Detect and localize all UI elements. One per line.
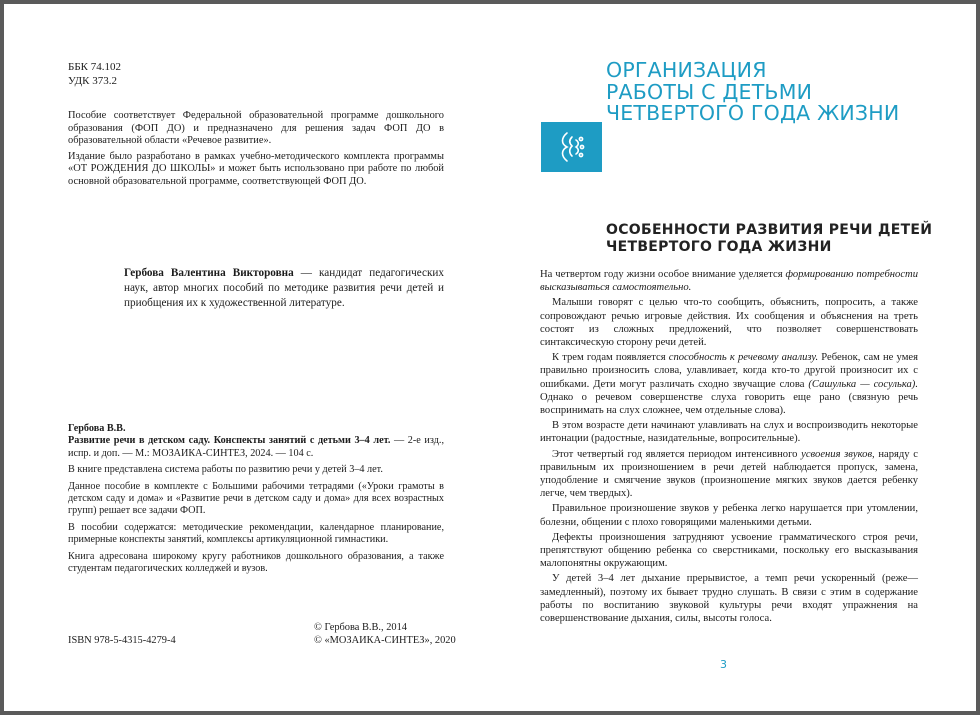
right-page	[490, 4, 976, 711]
copyright-publisher: © «МОЗАИКА-СИНТЕЗ», 2020	[314, 635, 456, 646]
paragraph-5: Этот четвертый год является периодом интенсивного усвоения звуков, наряду с правильным их произношением в речи детей наблюдается пропуск, замена, уподобление и смягчение звуков (произношение мягких звуков дается ребенку легче, чем твердых).	[540, 448, 918, 500]
biblio-author: Гербова В.В.	[68, 423, 126, 434]
speech-sound-icon	[541, 122, 602, 172]
author-annotation	[124, 266, 444, 312]
speech-sound-icon-glyph	[558, 129, 586, 165]
biblio-details: — 2-е изд., испр. и доп. — М.: МОЗАИКА-СИНТЕЗ, 2024. — 104 с.	[68, 435, 444, 459]
section-title: ОРГАНИЗАЦИЯ РАБОТЫ С ДЕТЬМИ ЧЕТВЕРТОГО ГОДА ЖИЗНИ	[606, 58, 900, 125]
book-spread	[4, 4, 976, 711]
author-bio-text: — кандидат педагогических наук, автор многих пособий по методике развития речи детей и приобщения их к художественной литературе.	[124, 267, 444, 310]
chapter-body	[540, 268, 918, 625]
copyright-author: © Гербова В.В., 2014	[314, 622, 408, 633]
page-number: 3	[720, 658, 727, 671]
udk-code: УДК 373.2	[68, 75, 118, 87]
biblio-workbooks: Данное пособие в комплекте с Большими рабочими тетрадями («Уроки грамоты в детском саду и дома» и «Развитие речи в детском саду и дома» для всех возрастных групп) решает все задачи ФОП.	[68, 480, 444, 517]
copyright-block	[314, 621, 456, 647]
compliance-block	[68, 110, 444, 189]
compliance-text: Пособие соответствует Федеральной образовательной программе дошкольного образования (ФОП ДО) и предназначено для решения задач ФОП ДО в образовательной области «Речевое развитие».	[68, 110, 444, 147]
biblio-audience: Книга адресована широкому кругу работников дошкольного образования, а также студентам педагогических колледжей и вузов.	[68, 550, 444, 575]
biblio-contents: В пособии содержатся: методические рекомендации, календарное планирование, примерные конспекты занятий, комплексы артикуляционной гимнастики.	[68, 521, 444, 546]
biblio-summary: В книге представлена система работы по развитию речи у детей 3–4 лет.	[68, 464, 383, 476]
paragraph-6: Правильное произношение звуков у ребенка легко нарушается при утомлении, болезни, общении с плохо говорящими маленькими детьми.	[540, 503, 918, 528]
usage-text: Издание было разработано в рамках учебно-методического комплекта программы «ОТ РОЖДЕНИЯ ДО ШКОЛЫ» и может быть использовано при работе по любой основной образовательной программе, соответствующей ФОП ДО.	[68, 150, 444, 187]
biblio-title: Развитие речи в детском саду. Конспекты занятий с детьми 3–4 лет.	[68, 435, 391, 447]
paragraph-4: В этом возрасте дети начинают улавливать на слух и воспроизводить некоторые интонации (радостные, назидательные, вопросительные).	[540, 420, 918, 445]
paragraph-3: К трем годам появляется способность к речевому анализу. Ребенок, сам не умея правильно произносить слова, улавливает, когда кто-то другой произносит их с ошибками. Дети могут различать сходно звучащие слова (Сашулька — сосулька). Однако о речевом совершенстве слуха говорить еще рано (связную речь воспринимать на слух сложнее, чем отдельные слова).	[540, 352, 918, 417]
left-page	[4, 4, 490, 711]
paragraph-7: Дефекты произношения затрудняют усвоение грамматического строя речи, препятствуют общению ребенка со сверстниками, поскольку его высказывания малопонятны окружающим.	[540, 531, 918, 570]
isbn: ISBN 978-5-4315-4279-4	[68, 635, 176, 646]
chapter-title: ОСОБЕННОСТИ РАЗВИТИЯ РЕЧИ ДЕТЕЙ ЧЕТВЕРТОГО ГОДА ЖИЗНИ	[606, 222, 933, 255]
bibliographic-record	[68, 423, 444, 575]
biblio-citation	[68, 435, 444, 460]
author-name: Гербова Валентина Викторовна	[124, 267, 294, 279]
paragraph-2: Малыши говорят с целью что-то сообщить, объяснить, попросить, а также сопровождают речью игровые действия. Их сообщения и объяснения на треть состоят из сложных предложений, что позволяет совершенствовать синтаксическую сторону речи детей.	[540, 297, 918, 349]
classification-codes	[68, 60, 121, 88]
bbk-code: ББК 74.102	[68, 61, 121, 73]
paragraph-1: На четвертом году жизни особое внимание уделяется формированию потребности высказываться самостоятельно.	[540, 269, 918, 294]
paragraph-8: У детей 3–4 лет дыхание прерывистое, а темп речи ускоренный (реже—замедленный), поэтому их бывает трудно слушать. В связи с этим в содержание работы по воспитанию звуковой культуры речи входят упражнения на совершенствование дыхания, силы, высоты голоса.	[540, 573, 918, 625]
